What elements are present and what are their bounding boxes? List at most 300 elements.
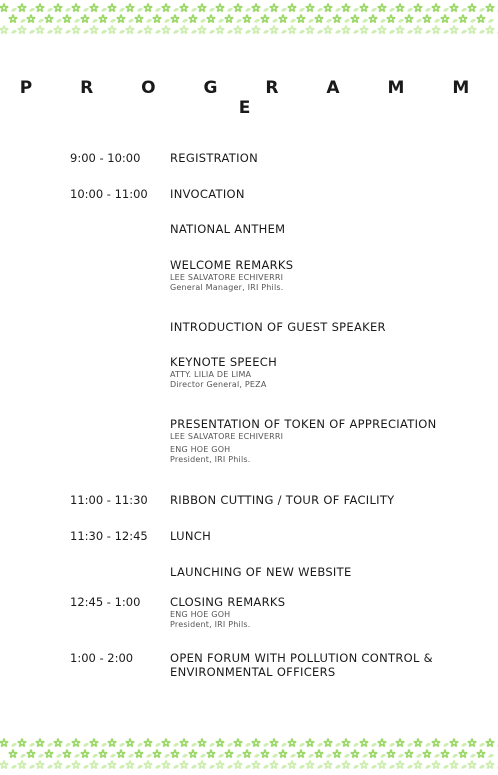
schedule-row-lunch [70,529,470,543]
schedule-row-registration [70,151,470,165]
flower-icon [359,760,369,769]
leaf-icon [191,765,197,769]
leaf-icon [398,754,404,758]
leaf-icon [83,765,89,769]
leaf-icon [326,754,332,758]
speaker-name: LEE SALVATORE ECHIVERRI [170,432,284,441]
schedule-event: KEYNOTE SPEECH [170,355,278,369]
leaf-icon [443,765,449,769]
flower-icon [35,3,45,12]
schedule-row-closing-remarks [70,595,470,630]
leaf-icon [407,30,413,34]
flower-icon [413,3,423,12]
floral-border-bottom-pattern [0,735,498,775]
leaf-icon [479,30,485,34]
flower-icon [152,749,162,758]
flower-icon [341,760,351,769]
leaf-icon [65,8,71,12]
flower-icon [476,749,486,758]
leaf-icon [263,8,269,12]
leaf-icon [173,8,179,12]
flower-icon [305,3,315,12]
flower-icon [134,749,144,758]
leaf-icon [299,765,305,769]
leaf-icon [299,8,305,12]
flower-icon [287,760,297,769]
leaf-icon [470,19,476,23]
leaf-icon [479,743,485,747]
flower-icon [359,738,369,747]
flower-icon [188,14,198,23]
flower-icon [368,749,378,758]
speaker-block [170,445,470,465]
leaf-icon [173,30,179,34]
schedule-time: 1:00 - 2:00 [70,651,134,665]
flower-icon [449,760,459,769]
flower-icon [287,25,297,34]
flower-icon [125,25,135,34]
schedule-event: CLOSING REMARKS [170,595,286,609]
flower-icon [179,760,189,769]
flower-icon [8,749,18,758]
flower-icon [179,3,189,12]
flower-icon [170,14,180,23]
speaker-name: ENG HOE GOH [170,610,231,619]
leaf-icon [371,30,377,34]
flower-icon [161,25,171,34]
leaf-icon [290,19,296,23]
flower-icon [134,14,144,23]
flower-icon [476,14,486,23]
leaf-icon [344,19,350,23]
leaf-icon [47,743,53,747]
flower-icon [458,749,468,758]
leaf-icon [380,754,386,758]
flower-icon [53,3,63,12]
schedule-event: NATIONAL ANTHEM [170,222,286,236]
leaf-icon [29,743,35,747]
schedule-event: INVOCATION [170,187,245,201]
flower-icon [314,14,324,23]
flower-icon [287,738,297,747]
flower-icon [251,3,261,12]
leaf-icon [119,765,125,769]
flower-icon [413,760,423,769]
leaf-icon [29,765,35,769]
flower-icon [431,738,441,747]
schedule-time: 11:30 - 12:45 [70,529,148,543]
leaf-icon [452,19,458,23]
leaf-icon [83,743,89,747]
flower-icon [17,3,27,12]
leaf-icon [236,19,242,23]
leaf-icon [389,30,395,34]
flower-icon [404,14,414,23]
leaf-icon [218,19,224,23]
flower-icon [323,3,333,12]
leaf-icon [164,19,170,23]
leaf-icon [389,8,395,12]
flower-icon [170,749,180,758]
leaf-icon [407,743,413,747]
leaf-icon [299,743,305,747]
leaf-icon [92,19,98,23]
flower-icon [233,25,243,34]
flower-icon [215,760,225,769]
flower-icon [89,3,99,12]
flower-icon [413,738,423,747]
speaker-name: ENG HOE GOH [170,445,231,454]
leaf-icon [425,30,431,34]
flower-icon [467,25,477,34]
schedule-row-introduction [70,320,470,334]
flower-icon [350,14,360,23]
schedule-row-invocation [70,187,470,201]
leaf-icon [371,8,377,12]
leaf-icon [416,19,422,23]
leaf-icon [317,743,323,747]
flower-icon [71,760,81,769]
flower-icon [449,3,459,12]
flower-icon [17,760,27,769]
flower-icon [305,738,315,747]
floral-border-top [0,0,498,34]
flower-icon [197,738,207,747]
leaf-icon [65,765,71,769]
flower-icon [26,14,36,23]
flower-icon [125,760,135,769]
leaf-icon [353,8,359,12]
leaf-icon [335,8,341,12]
schedule-event: INTRODUCTION OF GUEST SPEAKER [170,320,386,334]
flower-icon [80,749,90,758]
flower-icon [233,738,243,747]
leaf-icon [173,743,179,747]
flower-icon [341,738,351,747]
leaf-icon [398,19,404,23]
flower-icon [89,738,99,747]
leaf-icon [263,30,269,34]
schedule-row-ribbon-cutting [70,493,470,507]
leaf-icon [56,19,62,23]
page-title: P R O G R A M M E [19,78,491,118]
leaf-icon [317,30,323,34]
flower-icon [404,749,414,758]
flower-icon [197,25,207,34]
flower-icon [449,25,459,34]
leaf-icon [263,743,269,747]
leaf-icon [128,19,134,23]
leaf-icon [155,8,161,12]
leaf-icon [461,765,467,769]
flower-icon [251,25,261,34]
flower-icon [395,738,405,747]
leaf-icon [83,8,89,12]
leaf-icon [443,30,449,34]
flower-icon [341,25,351,34]
leaf-icon [227,30,233,34]
leaf-icon [281,8,287,12]
leaf-icon [191,743,197,747]
flower-icon [116,749,126,758]
flower-icon [197,760,207,769]
leaf-icon [326,19,332,23]
leaf-icon [191,8,197,12]
leaf-icon [443,8,449,12]
leaf-icon [101,765,107,769]
leaf-icon [209,765,215,769]
flower-icon [53,738,63,747]
schedule-row-welcome-remarks [70,258,470,293]
leaf-icon [290,754,296,758]
leaf-icon [425,765,431,769]
leaf-icon [128,754,134,758]
leaf-icon [245,30,251,34]
flower-icon [35,25,45,34]
flower-icon [296,14,306,23]
flower-icon [458,14,468,23]
leaf-icon [11,743,17,747]
leaf-icon [11,765,17,769]
flower-icon [0,760,9,769]
flower-icon [323,738,333,747]
flower-icon [395,3,405,12]
leaf-icon [335,743,341,747]
schedule-row-token-of-appreciation [70,417,470,465]
flower-icon [80,14,90,23]
leaf-icon [416,754,422,758]
leaf-icon [434,19,440,23]
flower-icon [314,749,324,758]
floral-border-bottom [0,735,498,775]
leaf-icon [110,19,116,23]
leaf-icon [182,754,188,758]
flower-icon [215,738,225,747]
leaf-icon [335,765,341,769]
flower-icon [143,25,153,34]
leaf-icon [101,30,107,34]
flower-icon [287,3,297,12]
leaf-icon [65,743,71,747]
leaf-icon [56,754,62,758]
leaf-icon [119,8,125,12]
flower-icon [449,738,459,747]
leaf-icon [335,30,341,34]
leaf-icon [227,8,233,12]
schedule-time: 9:00 - 10:00 [70,151,141,165]
schedule-row-keynote [70,355,470,390]
flower-icon [251,738,261,747]
leaf-icon [344,754,350,758]
flower-icon [107,738,117,747]
flower-icon [377,760,387,769]
leaf-icon [281,30,287,34]
flower-icon [0,25,9,34]
flower-icon [269,25,279,34]
floral-border-top-pattern [0,0,498,34]
leaf-icon [245,765,251,769]
leaf-icon [362,754,368,758]
flower-icon [431,3,441,12]
leaf-icon [227,765,233,769]
speaker-title: President, IRI Phils. [170,455,251,464]
flower-icon [395,25,405,34]
flower-icon [161,3,171,12]
leaf-icon [308,19,314,23]
schedule-event: LUNCH [170,529,212,543]
leaf-icon [425,743,431,747]
flower-icon [71,3,81,12]
flower-icon [125,738,135,747]
leaf-icon [353,743,359,747]
flower-icon [98,14,108,23]
leaf-icon [308,754,314,758]
flower-icon [89,760,99,769]
leaf-icon [371,743,377,747]
leaf-icon [407,765,413,769]
flower-icon [215,25,225,34]
speaker-name: LEE SALVATORE ECHIVERRI [170,273,284,282]
leaf-icon [173,765,179,769]
leaf-icon [353,30,359,34]
leaf-icon [353,765,359,769]
flower-icon [305,25,315,34]
leaf-icon [263,765,269,769]
flower-icon [206,749,216,758]
flower-icon [296,749,306,758]
leaf-icon [119,30,125,34]
flower-icon [71,738,81,747]
leaf-icon [227,743,233,747]
leaf-icon [137,30,143,34]
flower-icon [422,749,432,758]
flower-icon [107,760,117,769]
flower-icon [35,760,45,769]
schedule-event: PRESENTATION OF TOKEN OF APPRECIATION [170,417,437,431]
leaf-icon [209,30,215,34]
flower-icon [233,760,243,769]
leaf-icon [362,19,368,23]
leaf-icon [92,754,98,758]
flower-icon [377,25,387,34]
flower-icon [485,25,495,34]
speaker-title: President, IRI Phils. [170,620,251,629]
flower-icon [53,760,63,769]
schedule-time: 11:00 - 11:30 [70,493,148,507]
leaf-icon [110,754,116,758]
flower-icon [197,3,207,12]
leaf-icon [164,754,170,758]
flower-icon [431,25,441,34]
leaf-icon [488,754,494,758]
flower-icon [350,749,360,758]
leaf-icon [461,743,467,747]
flower-icon [260,749,270,758]
flower-icon [17,25,27,34]
flower-icon [0,738,9,747]
leaf-icon [119,743,125,747]
leaf-icon [479,765,485,769]
flower-icon [62,14,72,23]
leaf-icon [47,765,53,769]
flower-icon [215,3,225,12]
leaf-icon [245,8,251,12]
flower-icon [98,749,108,758]
leaf-icon [29,30,35,34]
speaker-name: ATTY. LILIA DE LIMA [170,370,252,379]
speaker-block [170,370,470,390]
leaf-icon [155,743,161,747]
leaf-icon [452,754,458,758]
schedule-event: RIBBON CUTTING / TOUR OF FACILITY [170,493,395,507]
leaf-icon [11,30,17,34]
flower-icon [440,749,450,758]
leaf-icon [101,743,107,747]
leaf-icon [461,30,467,34]
flower-icon [89,25,99,34]
flower-icon [179,25,189,34]
flower-icon [8,14,18,23]
schedule-row-website-launch [70,565,470,579]
leaf-icon [245,743,251,747]
leaf-icon [461,8,467,12]
leaf-icon [101,8,107,12]
flower-icon [278,14,288,23]
leaf-icon [479,8,485,12]
flower-icon [467,738,477,747]
leaf-icon [29,8,35,12]
flower-icon [422,14,432,23]
flower-icon [251,760,261,769]
leaf-icon [209,743,215,747]
leaf-icon [470,754,476,758]
leaf-icon [38,19,44,23]
flower-icon [116,14,126,23]
flower-icon [107,3,117,12]
flower-icon [107,25,117,34]
flower-icon [359,3,369,12]
schedule-time: 12:45 - 1:00 [70,595,141,609]
leaf-icon [146,754,152,758]
leaf-icon [407,8,413,12]
flower-icon [332,14,342,23]
leaf-icon [47,8,53,12]
leaf-icon [74,19,80,23]
flower-icon [161,760,171,769]
leaf-icon [218,754,224,758]
leaf-icon [20,754,26,758]
leaf-icon [434,754,440,758]
flower-icon [485,3,495,12]
flower-icon [260,14,270,23]
schedule-row-open-forum [70,651,470,679]
leaf-icon [281,743,287,747]
flower-icon [44,14,54,23]
schedule-event: WELCOME REMARKS [170,258,294,272]
leaf-icon [137,765,143,769]
leaf-icon [20,19,26,23]
speaker-block [170,273,470,293]
flower-icon [269,760,279,769]
flower-icon [386,14,396,23]
flower-icon [233,3,243,12]
leaf-icon [281,765,287,769]
leaf-icon [74,754,80,758]
speaker-block [170,610,470,630]
leaf-icon [317,765,323,769]
flower-icon [431,760,441,769]
flower-icon [242,14,252,23]
